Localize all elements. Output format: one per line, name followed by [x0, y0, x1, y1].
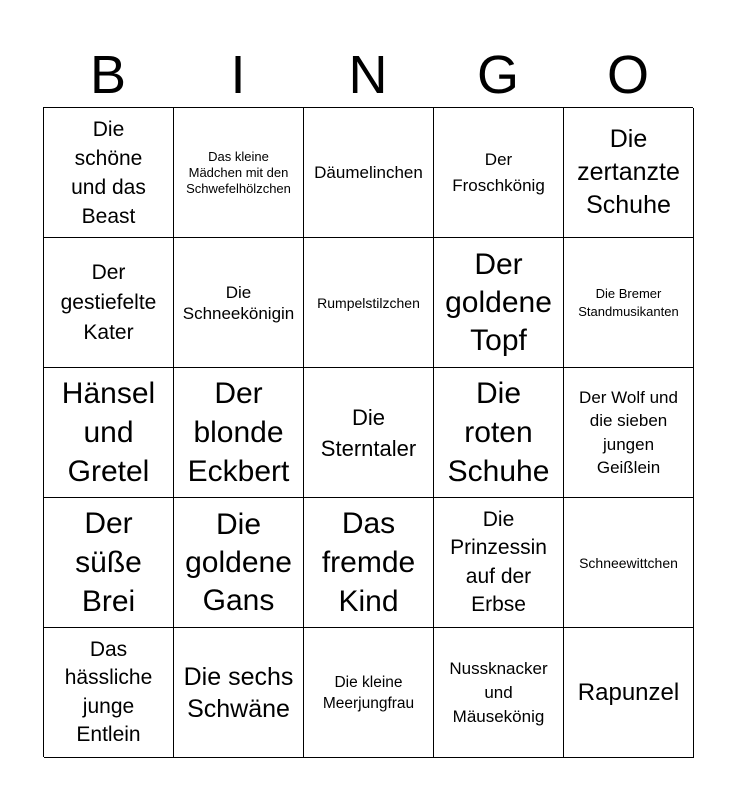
- cell-label: Das hässliche junge Entlein: [64, 637, 153, 746]
- cell-label: Rapunzel: [577, 679, 680, 706]
- cell-label: Die kleine Meerjungfrau: [322, 673, 415, 712]
- bingo-cell[interactable]: [304, 628, 434, 758]
- bingo-cell[interactable]: [564, 498, 694, 628]
- bingo-cell[interactable]: [564, 238, 694, 368]
- cell-label: Der blonde Eckbert: [187, 377, 290, 488]
- cell-label: Der Wolf und die sieben jungen Geißlein: [579, 387, 678, 477]
- cell-label: Der süße Brei: [75, 507, 142, 618]
- cell-label: Die schöne und das Beast: [71, 117, 146, 228]
- cell-label: Der goldene Topf: [445, 247, 552, 357]
- bingo-grid: [43, 107, 693, 757]
- cell-label: Die Prinzessin auf der Erbse: [450, 507, 547, 616]
- cell-label: Die Schneekönigin: [182, 282, 295, 323]
- header-letter-b: B: [89, 45, 127, 105]
- bingo-cell[interactable]: [44, 498, 174, 628]
- bingo-cell[interactable]: [434, 628, 564, 758]
- cell-label: Rumpelstilzchen: [317, 294, 420, 311]
- bingo-cell[interactable]: [564, 108, 694, 238]
- cell-label: Das fremde Kind: [321, 507, 416, 618]
- cell-label: Der Froschkönig: [452, 149, 545, 195]
- bingo-cell[interactable]: [304, 238, 434, 368]
- cell-label: Die goldene Gans: [185, 507, 292, 617]
- header-letter-g: G: [476, 45, 519, 105]
- cell-label: Die Bremer Standmusikanten: [578, 285, 679, 319]
- cell-label: Die Sterntaler: [320, 404, 417, 461]
- cell-label: Das kleine Mädchen mit den Schwefelhölzchen: [186, 148, 291, 196]
- bingo-header: [43, 42, 693, 108]
- header-letter-i: I: [230, 45, 246, 105]
- cell-label: Die zertanzte Schuhe: [577, 125, 680, 219]
- bingo-cell[interactable]: [174, 498, 304, 628]
- bingo-cell[interactable]: [434, 238, 564, 368]
- bingo-cell[interactable]: [434, 368, 564, 498]
- cell-label: Die roten Schuhe: [447, 377, 550, 488]
- bingo-cell[interactable]: [44, 238, 174, 368]
- cell-label: Hänsel und Gretel: [61, 377, 156, 488]
- cell-label: Schneewittchen: [579, 554, 678, 571]
- bingo-cell[interactable]: [44, 628, 174, 758]
- header-letter-n: N: [348, 45, 388, 105]
- cell-label: Die sechs Schwäne: [183, 662, 294, 723]
- bingo-cell[interactable]: [174, 238, 304, 368]
- cell-label: Der gestiefelte Kater: [60, 260, 157, 344]
- bingo-cell[interactable]: [174, 368, 304, 498]
- bingo-cell[interactable]: [434, 498, 564, 628]
- bingo-cell[interactable]: [564, 368, 694, 498]
- bingo-cell[interactable]: [304, 108, 434, 238]
- bingo-cell[interactable]: [434, 108, 564, 238]
- cell-label: Däumelinchen: [314, 162, 423, 182]
- cell-label: Nussknacker und Mäusekönig: [449, 658, 548, 726]
- bingo-cell[interactable]: [564, 628, 694, 758]
- header-letter-o: O: [606, 45, 649, 105]
- bingo-cell[interactable]: [174, 628, 304, 758]
- bingo-cell[interactable]: [304, 368, 434, 498]
- bingo-cell[interactable]: [304, 498, 434, 628]
- bingo-cell[interactable]: [44, 108, 174, 238]
- bingo-cell[interactable]: [44, 368, 174, 498]
- bingo-cell[interactable]: [174, 108, 304, 238]
